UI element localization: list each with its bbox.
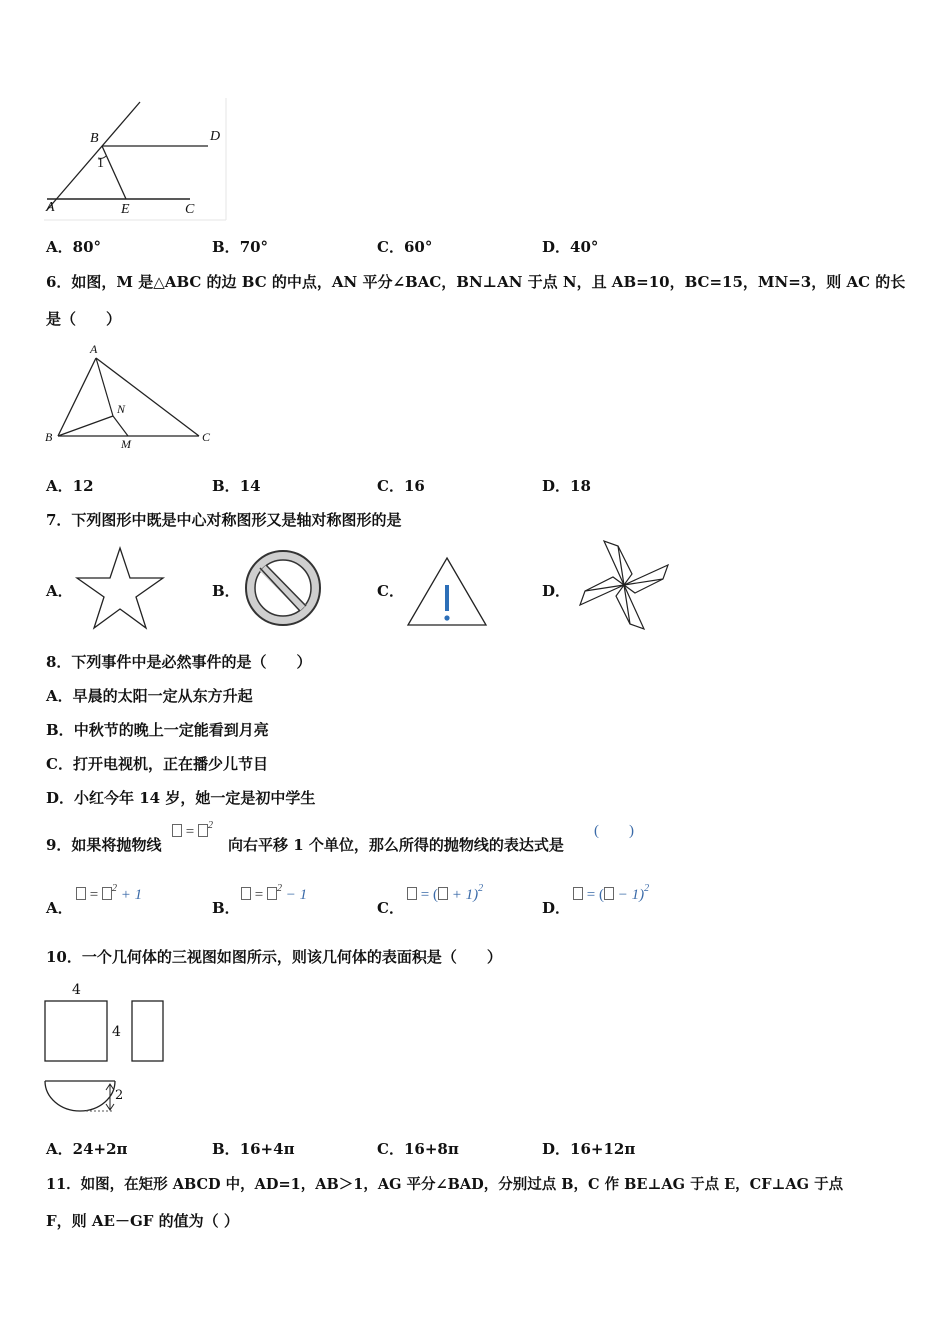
q10-option-a[interactable] <box>46 1138 128 1159</box>
prohibition-sign-icon <box>242 548 324 628</box>
q6-label-n: N <box>117 402 126 416</box>
q9-a-x-placeholder <box>102 887 112 900</box>
q10-option-b-text: 16+4π <box>239 1140 295 1158</box>
q5-option-b[interactable] <box>212 236 268 257</box>
q9-c-exp: 2 <box>478 883 484 894</box>
q7-option-b[interactable] <box>212 580 240 601</box>
q5-label-b: B <box>90 131 99 146</box>
q10-option-a-text: 24+2π <box>72 1140 128 1158</box>
q9-b-tail: − 1 <box>285 887 308 903</box>
q8-option-d-letter: D． <box>46 789 75 807</box>
q9-option-a[interactable] <box>46 897 73 918</box>
q9-formula-exp: 2 <box>207 820 213 831</box>
q9-d-eq: = ( <box>586 887 604 903</box>
q5-geometry-figure <box>44 98 230 222</box>
q9-formula-eq: = <box>185 824 195 840</box>
q9-option-b[interactable] <box>212 897 240 918</box>
q9-a-exp: 2 <box>111 883 117 894</box>
q6-option-a-text: 12 <box>72 477 94 495</box>
q6-stem-line1: 6．如图，M 是△ABC 的边 BC 的中点，AN 平分∠BAC，BN⊥AN 于点 N，且 AB=10，BC=15，MN=3，则 AC 的长 <box>46 273 906 291</box>
q6-label-c: C <box>202 430 211 444</box>
q9-stem-after: 向右平移 1 个单位，那么所得的抛物线的表达式是 <box>228 836 564 854</box>
q5-option-c[interactable] <box>377 236 432 257</box>
q6-option-a[interactable] <box>46 475 94 496</box>
q9-option-d-letter: D． <box>542 899 571 917</box>
q5-option-c-letter: C． <box>377 238 404 256</box>
q11-stem-line2: F，则 AE－GF 的值为（ ） <box>46 1212 239 1230</box>
q10-figure <box>42 980 182 1116</box>
q9-option-b-formula <box>241 883 307 904</box>
q5-option-c-text: 60° <box>403 238 433 256</box>
q10-option-d-text: 16+12π <box>570 1140 636 1158</box>
q9-b-x-placeholder <box>267 887 277 900</box>
q9-d-exp: 2 <box>644 883 650 894</box>
q9-d-y-placeholder <box>573 887 583 900</box>
q5-option-d-text: 40° <box>570 238 599 256</box>
q7-stem: 7．下列图形中既是中心对称图形又是轴对称图形的是 <box>46 511 402 529</box>
q8-option-d-text: 小红今年 14 岁，她一定是初中学生 <box>74 789 316 807</box>
q8-option-c-text: 打开电视机，正在播少儿节目 <box>72 755 268 773</box>
q9-c-plus: + 1) <box>451 887 479 903</box>
q9-option-c[interactable] <box>377 897 404 918</box>
q10-option-d[interactable] <box>542 1138 635 1159</box>
q5-figure <box>44 98 230 222</box>
q7-option-d[interactable] <box>542 580 570 601</box>
q8-option-c[interactable] <box>46 753 268 774</box>
q6-option-b-letter: B． <box>212 477 240 495</box>
q9-c-eq: = ( <box>420 887 438 903</box>
q10-option-a-letter: A． <box>46 1140 73 1158</box>
q5-option-b-text: 70° <box>239 238 269 256</box>
q9-d-x-placeholder <box>604 887 614 900</box>
q8-stem: 8．下列事件中是必然事件的是（ ） <box>46 653 312 671</box>
q5-label-d: D <box>210 129 221 144</box>
q6-label-m: M <box>121 437 131 451</box>
q5-option-b-letter: B． <box>212 238 240 256</box>
q6-option-b[interactable] <box>212 475 261 496</box>
q5-option-d[interactable] <box>542 236 598 257</box>
q9-option-c-letter: C． <box>377 899 404 917</box>
q10-height-label: 2 <box>115 1088 124 1103</box>
q7-option-a-letter: A． <box>46 582 73 600</box>
q9-c-x-placeholder <box>438 887 448 900</box>
q5-option-a-letter: A． <box>46 238 73 256</box>
q6-triangle-figure <box>44 342 220 454</box>
q10-three-views-figure <box>42 980 182 1116</box>
q10-option-c[interactable] <box>377 1138 459 1159</box>
q7-option-b-letter: B． <box>212 582 240 600</box>
q5-label-e: E <box>121 202 130 217</box>
q9-a-eq: = <box>89 887 99 903</box>
pinwheel-icon <box>574 538 674 632</box>
q8-option-b-text: 中秋节的晚上一定能看到月亮 <box>73 721 269 739</box>
q5-label-a: A <box>46 200 55 215</box>
q10-stem: 10．一个几何体的三视图如图所示，则该几何体的表面积是（ ） <box>46 948 502 966</box>
q9-b-exp: 2 <box>276 883 282 894</box>
q9-formula-y-placeholder <box>172 824 182 837</box>
q10-option-b-letter: B． <box>212 1140 240 1158</box>
q8-option-c-letter: C． <box>46 755 73 773</box>
q10-option-c-letter: C． <box>377 1140 404 1158</box>
q9-option-a-formula <box>76 883 142 904</box>
q8-option-a-text: 早晨的太阳一定从东方升起 <box>72 687 253 705</box>
q9-option-d[interactable] <box>542 897 570 918</box>
q8-option-b-letter: B． <box>46 721 74 739</box>
q5-option-a-text: 80° <box>72 238 102 256</box>
warning-triangle-icon <box>405 555 489 629</box>
q6-label-b: B <box>45 430 53 444</box>
q9-a-y-placeholder <box>76 887 86 900</box>
q7-option-a[interactable] <box>46 580 73 601</box>
q5-option-d-letter: D． <box>542 238 571 256</box>
q5-option-a[interactable] <box>46 236 101 257</box>
q7-option-d-letter: D． <box>542 582 571 600</box>
q9-b-eq: = <box>254 887 264 903</box>
q6-figure <box>44 342 220 454</box>
q10-option-c-text: 16+8π <box>403 1140 459 1158</box>
q8-option-a-letter: A． <box>46 687 73 705</box>
q9-b-y-placeholder <box>241 887 251 900</box>
q8-option-a[interactable] <box>46 685 253 706</box>
q6-option-d-letter: D． <box>542 477 571 495</box>
q7-option-c-letter: C． <box>377 582 404 600</box>
q6-option-b-text: 14 <box>239 477 261 495</box>
q9-a-tail: + 1 <box>120 887 143 903</box>
q11-stem-line1: 11．如图，在矩形 ABCD 中，AD=1，AB＞1，AG 平分∠BAD，分别过点 B，C 作 BE⊥AG 于点 E，CF⊥AG 于点 <box>46 1176 844 1193</box>
q9-formula-x-placeholder <box>198 824 208 837</box>
q9-stem-paren: ( ) <box>594 823 634 839</box>
q9-option-b-letter: B． <box>212 899 240 917</box>
q6-option-d-text: 18 <box>570 477 591 495</box>
q8-option-d[interactable] <box>46 787 315 808</box>
q9-option-d-formula <box>573 883 649 904</box>
q10-side-label: 4 <box>112 1024 121 1040</box>
q9-d-plus: − 1) <box>617 887 645 903</box>
q9-c-y-placeholder <box>407 887 417 900</box>
q6-option-d[interactable] <box>542 475 591 496</box>
q7-option-c[interactable] <box>377 580 404 601</box>
q10-top-label: 4 <box>72 982 81 998</box>
q6-stem-line2: 是（ ） <box>46 310 122 328</box>
q9-formula <box>172 820 213 841</box>
q6-option-c[interactable] <box>377 475 425 496</box>
q9-option-c-formula <box>407 883 483 904</box>
q6-label-a: A <box>90 342 98 356</box>
q9-option-a-letter: A． <box>46 899 73 917</box>
q8-option-b[interactable] <box>46 719 269 740</box>
q10-option-d-letter: D． <box>542 1140 571 1158</box>
q6-option-a-letter: A． <box>46 477 73 495</box>
star-icon <box>74 545 166 631</box>
q6-option-c-letter: C． <box>377 477 404 495</box>
q10-option-b[interactable] <box>212 1138 295 1159</box>
q9-stem-before: 9．如果将抛物线 <box>46 836 162 854</box>
q5-label-angle-1: 1 <box>97 156 104 171</box>
q5-label-c: C <box>185 202 195 217</box>
q6-option-c-text: 16 <box>403 477 425 495</box>
